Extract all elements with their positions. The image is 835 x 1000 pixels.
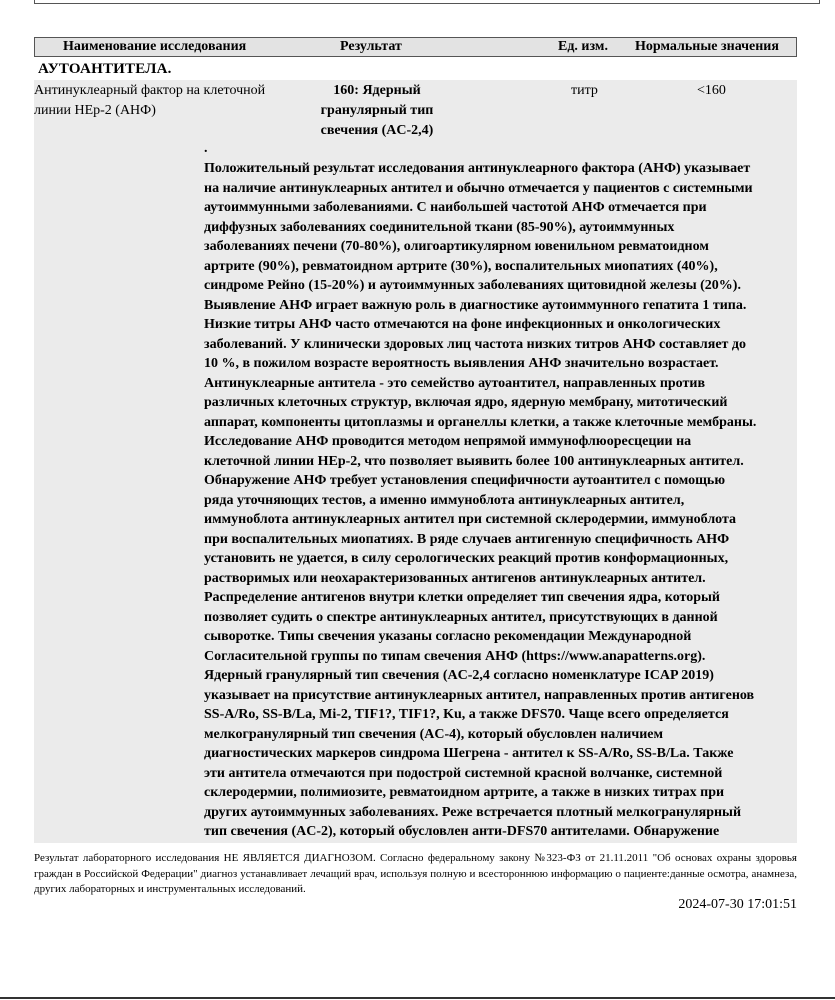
comment-line: мелкогранулярный тип свечения (AC-4), который обусловлен наличием — [204, 726, 664, 742]
header-name: Наименование исследования — [63, 39, 247, 54]
comment-line: Антинуклеарные антитела - это семейство аутоантител, направленных против — [204, 375, 705, 391]
comment-line: установить не удается, в силу серологических реакций против конформационных, — [204, 551, 729, 566]
comment-line: Низкие титры АНФ часто отмечаются на фоне инфекционных и онкологических — [204, 317, 721, 332]
result-separator: . — [204, 141, 208, 156]
test-name: Антинуклеарный фактор на клеточной линии HEp-2 (АНФ) — [34, 83, 266, 118]
comment-line: аппарат, компоненты цитоплазмы и органеллы клетки, а также клеточные мембраны. — [204, 414, 757, 430]
comment-line: иммуноблота антинуклеарных антител при системной склеродермии, иммуноблота — [204, 512, 737, 527]
previous-page-box — [34, 0, 820, 4]
comment-line: сыворотке. Типы свечения указаны согласно рекомендации Международной — [204, 629, 692, 644]
test-result: 160: Ядерный гранулярный тип свечения (AC-2,4) — [320, 83, 434, 138]
section-title: АУТОАНТИТЕЛА. — [38, 61, 172, 77]
comment-line: указывает на присутствие антинуклеарных антител, направленных против антигенов — [204, 687, 755, 703]
comment-line: ряда уточняющих тестов, а именно иммуноблота антинуклеарных антител, — [204, 492, 685, 508]
result-comment — [204, 159, 801, 843]
table-header — [34, 37, 797, 57]
header-normal: Нормальные значения — [635, 39, 779, 54]
page-bottom-border — [0, 997, 835, 999]
comment-line: Обнаружение АНФ требует установления специфичности аутоантител с помощью — [204, 473, 726, 488]
comment-line: синдроме Рейно (15-20%) и аутоиммунных заболеваниях щитовидной железы (20%). — [204, 278, 741, 293]
legal-disclaimer: Результат лабораторного исследования НЕ ЯВЛЯЕТСЯ ДИАГНОЗОМ. Согласно федеральному закону №323-ФЗ от 21.11.2011 "Об основах охраны здоровья граждан в Российской Федерации" диагноз устанавливает лечащий врач, используя полную и всестороннюю информацию о пациенте:данные осмотра, анамнеза, других лабораторных и инструментальных исследований. — [34, 852, 797, 895]
comment-line: различных клеточных структур, включая ядро, ядерную мембрану, митотический — [204, 395, 728, 410]
header-unit: Ед. изм. — [558, 39, 608, 54]
comment-line: диффузных заболеваниях соединительной ткани (85-90%), аутоиммунных — [204, 219, 675, 235]
header-result: Результат — [340, 39, 402, 54]
comment-line: при воспалительных миопатиях. В ряде случаев антигенную специфичность АНФ — [204, 531, 730, 547]
comment-line: клеточной линии HEp-2, что позволяет выявить более 100 антинуклеарных антител. — [204, 453, 744, 469]
comment-line: на наличие антинуклеарных антител и обычно отмечается у пациентов с системными — [204, 180, 753, 196]
comment-line: склеродермии, полимиозите, ревматоидном артрите, а также в низких титрах при — [204, 785, 725, 800]
comment-line: диагностических маркеров синдрома Шегрена - антител к SS-A/Ro, SS-B/La. Также — [204, 746, 734, 761]
test-normal-range: <160 — [697, 83, 726, 98]
comment-line: позволяет судить о спектре антинуклеарных антител, присутствующих в данной — [204, 609, 718, 625]
comment-line: 10 %, в пожилом возрасте вероятность выявления АНФ значительно возрастает. — [204, 356, 719, 371]
comment-line: растворимых или неохарактеризованных антигенов антинуклеарных антител. — [204, 570, 706, 586]
comment-line: Ядерный гранулярный тип свечения (AC-2,4 согласно номенклатуре ICAP 2019) — [204, 668, 714, 683]
comment-line: Распределение антигенов внутри клетки определяет тип свечения ядра, который — [204, 590, 720, 605]
comment-line: аутоиммунными заболеваниями. С наибольшей частотой АНФ отмечается при — [204, 200, 707, 215]
print-timestamp: 2024-07-30 17:01:51 — [678, 897, 797, 912]
comment-line: Выявление АНФ играет важную роль в диагностике аутоиммунного гепатита 1 типа. — [204, 297, 747, 313]
comment-line: Исследование АНФ проводится методом непрямой иммунофлюоресцеции на — [204, 434, 692, 449]
comment-line: SS-A/Ro, SS-B/La, Mi-2, TIF1?, TIF1?, Ku, а также DFS70. Чаще всего определяется — [204, 707, 729, 722]
comment-line: других аутоиммунных заболеваниях. Реже встречается плотный мелкогранулярный — [204, 804, 742, 820]
comment-line: заболеваниях печени (70-80%), олигоартикулярном ювенильном ревматоидном — [204, 239, 709, 254]
comment-line: эти антитела отмечаются при подострой системной красной волчанке, системной — [204, 765, 723, 781]
comment-line: заболеваний. У клинически здоровых лиц частота низких титров АНФ составляет до — [204, 336, 747, 352]
comment-line: Положительный результат исследования антинуклеарного фактора (АНФ) указывает — [204, 161, 751, 176]
comment-line: Согласительной группы по типам свечения АНФ (https://www.anapatterns.org). — [204, 648, 706, 664]
comment-line: тип свечения (AC-2), который обусловлен анти-DFS70 антителами. Обнаружение — [204, 824, 720, 839]
comment-line: артрите (90%), ревматоидном артрите (30%), воспалительных миопатиях (40%), — [204, 258, 718, 274]
test-unit: титр — [571, 83, 598, 98]
